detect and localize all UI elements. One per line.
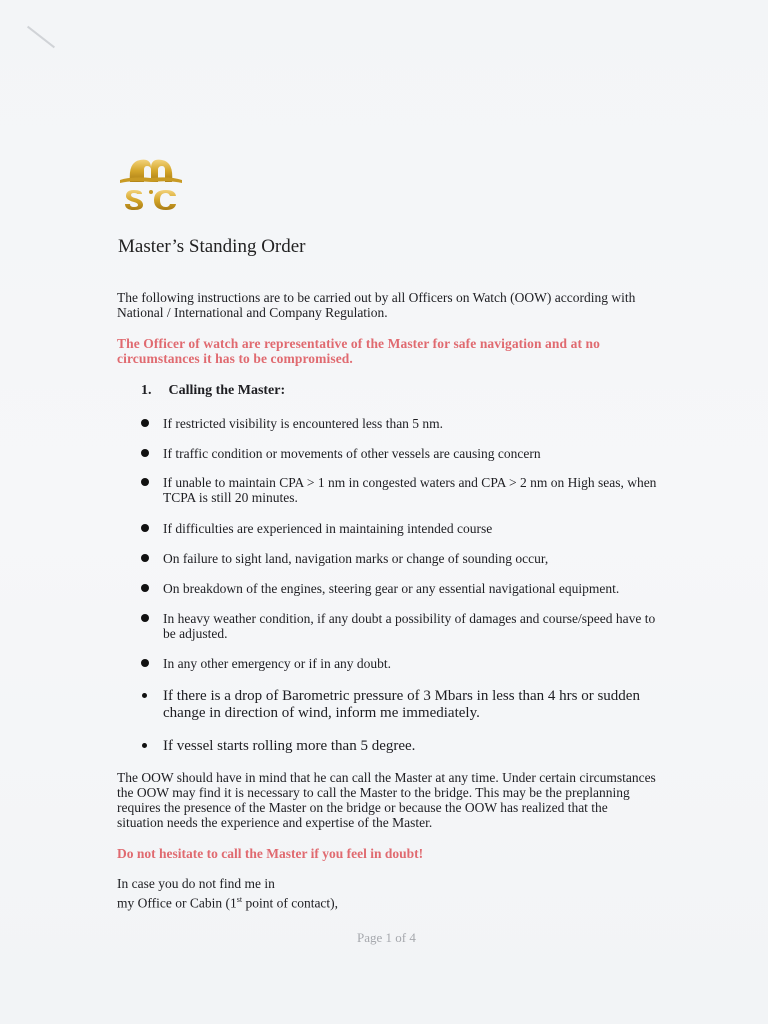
bullet-icon [141, 584, 149, 592]
list-item-text: If there is a drop of Barometric pressure of 3 Mbars in less than 4 hrs or sudden change in direction of wind, inform me immediately. [163, 688, 640, 721]
body-paragraph: The OOW should have in mind that he can call the Master at any time. Under certain circumstances the OOW may find it is necessary to call the Master to the bridge. This may be the preplanning requires the presence of the Master on the bridge or because the OOW has realized that the situation needs the experience and expertise of the Master. [117, 770, 656, 830]
bullet-icon [142, 693, 147, 698]
list-item-text: On failure to sight land, navigation marks or change of sounding occur, [163, 551, 549, 566]
list-item-text: If difficulties are experienced in maintaining intended course [163, 521, 493, 536]
list-item-text: In any other emergency or if in any doubt. [163, 656, 392, 671]
section-number: 1. [141, 383, 152, 398]
msc-logo [118, 152, 184, 216]
bullet-icon [141, 524, 149, 532]
bullet-icon [141, 614, 149, 622]
intro-paragraph: The following instructions are to be carried out by all Officers on Watch (OOW) according with National / International and Company Regulation. [117, 290, 636, 320]
section-heading [141, 383, 285, 399]
closing-line-1: In case you do not find me in [117, 876, 275, 891]
list-item-text: If vessel starts rolling more than 5 degree. [163, 738, 416, 754]
page-title: Master’s Standing Order [118, 236, 306, 257]
bullet-icon [141, 554, 149, 562]
list-item-text: On breakdown of the engines, steering gear or any essential navigational equipment. [163, 581, 620, 596]
closing-line-2-start: my Office or Cabin (1 [117, 895, 237, 911]
bullet-icon [141, 659, 149, 667]
ordinal-suffix: st [236, 895, 243, 904]
bullet-icon [142, 743, 147, 748]
closing-line-2 [117, 892, 338, 912]
closing-line-2-end: point of contact), [242, 895, 339, 911]
list-item-text: In heavy weather condition, if any doubt a possibility of damages and course/speed have to be adjusted. [163, 611, 656, 641]
list-item-text: If unable to maintain CPA > 1 nm in congested waters and CPA > 2 nm on High seas, when TCPA is still 20 minutes. [163, 475, 657, 505]
section-title: Calling the Master: [168, 383, 286, 398]
list-item-text: If restricted visibility is encountered less than 5 nm. [163, 416, 444, 431]
list-item-text: If traffic condition or movements of other vessels are causing concern [163, 446, 541, 461]
bullet-icon [141, 478, 149, 486]
bullet-icon [141, 419, 149, 427]
bullet-icon [141, 449, 149, 457]
warning-text-2: Do not hesitate to call the Master if you feel in doubt! [117, 846, 424, 861]
warning-text: The Officer of watch are representative of the Master for safe navigation and at no circumstances it has to be compromised. [117, 336, 600, 366]
closing-text [117, 876, 338, 912]
scan-mark [27, 26, 55, 49]
page-number: Page 1 of 4 [357, 930, 416, 945]
